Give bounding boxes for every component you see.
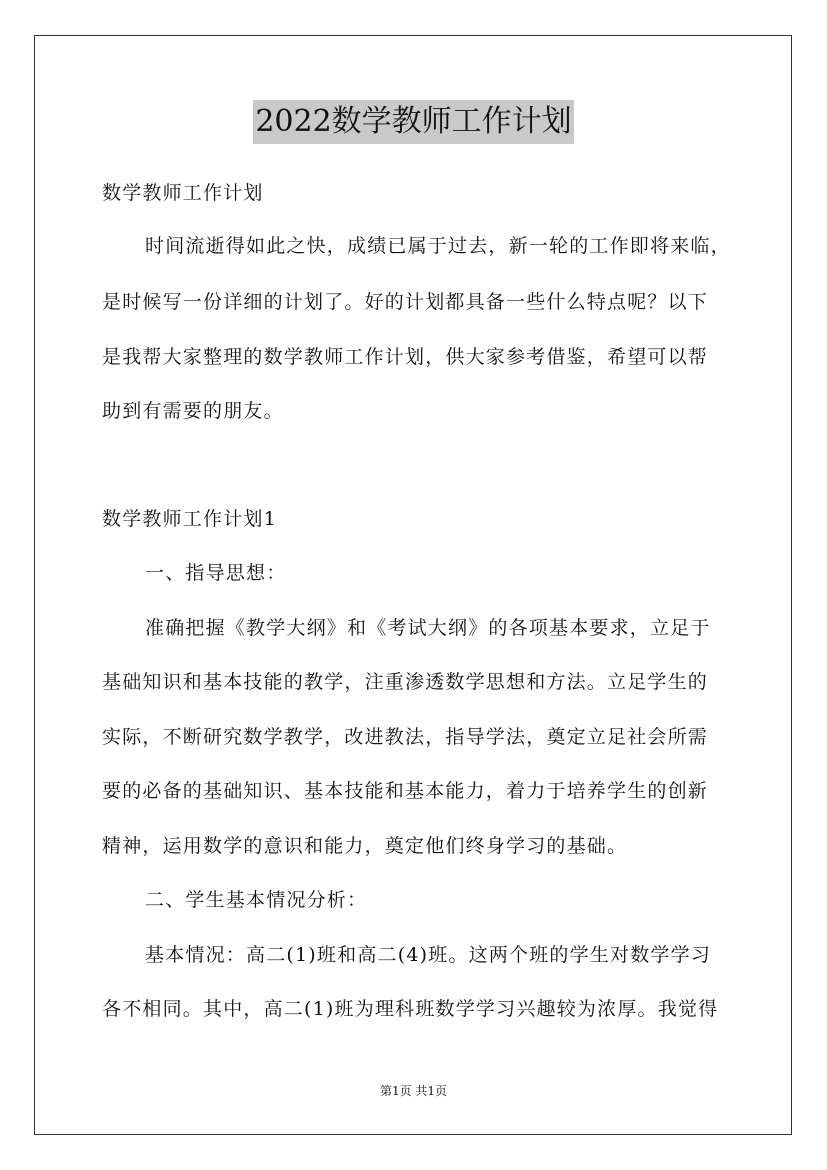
paragraph-line: 基本情况：高二(1)班和高二(4)班。这两个班的学生对数学学习 [145, 944, 712, 966]
paragraph-line: 助到有需要的朋友。 [102, 400, 284, 422]
title-container [0, 100, 827, 144]
paragraph-line: 时间流逝得如此之快，成绩已属于过去，新一轮的工作即将来临， [145, 235, 731, 257]
paragraph-line: 基础知识和基本技能的教学，注重渗透数学思想和方法。立足学生的 [102, 671, 709, 693]
paragraph-line: 实际，不断研究数学教学，改进教法，指导学法，奠定立足社会所需 [102, 726, 709, 748]
paragraph-line: 要的必备的基础知识、基本技能和基本能力，着力于培养学生的创新 [102, 780, 709, 802]
document-subtitle: 数学教师工作计划 [102, 182, 264, 204]
section-heading: 数学教师工作计划1 [102, 508, 277, 530]
paragraph-line: 是时候写一份详细的计划了。好的计划都具备一些什么特点呢？以下 [102, 291, 709, 313]
paragraph-line: 各不相同。其中，高二(1)班为理科班数学学习兴趣较为浓厚。我觉得 [102, 998, 719, 1020]
paragraph-line: 精神，运用数学的意识和能力，奠定他们终身学习的基础。 [102, 835, 628, 857]
paragraph-line: 是我帮大家整理的数学教师工作计划，供大家参考借鉴，希望可以帮 [102, 346, 709, 368]
subsection-heading: 二、学生基本情况分析： [145, 889, 368, 911]
document-title: 2022数学教师工作计划 [253, 100, 573, 144]
page-footer: 第1页 共1页 [379, 1084, 448, 1098]
subsection-heading: 一、指导思想： [145, 562, 287, 584]
paragraph-line: 准确把握《教学大纲》和《考试大纲》的各项基本要求，立足于 [145, 617, 711, 639]
